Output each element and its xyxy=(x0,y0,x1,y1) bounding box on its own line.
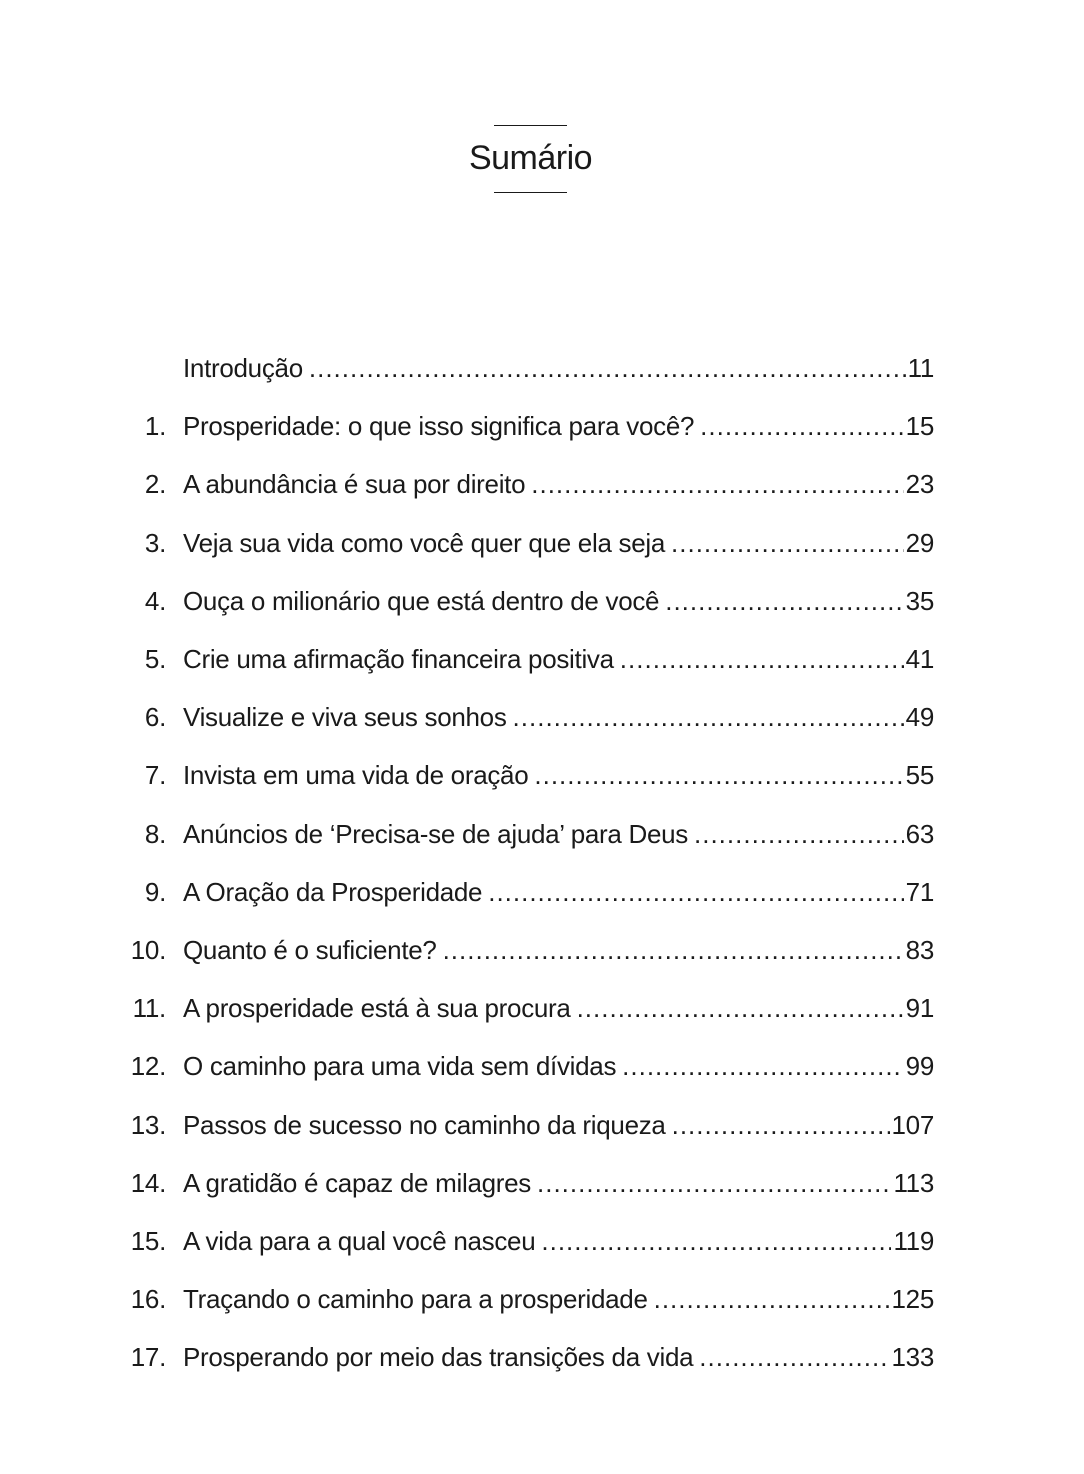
toc-dot-leader xyxy=(531,464,903,504)
toc-dot-leader xyxy=(577,988,904,1028)
toc-entry-line xyxy=(183,988,934,1028)
toc-entry xyxy=(0,348,1084,388)
toc-entry-number: 16. xyxy=(130,1284,166,1314)
toc-entry-title: O caminho para uma vida sem dívidas xyxy=(183,1051,617,1081)
toc-entry-line xyxy=(183,872,934,912)
toc-entry xyxy=(0,1046,1084,1086)
toc-entry-number: 2. xyxy=(144,469,166,499)
toc-entry-title: Invista em uma vida de oração xyxy=(183,760,529,790)
toc-dot-leader xyxy=(672,1105,890,1145)
toc-entry-number: 15. xyxy=(130,1226,166,1256)
toc-entry-number: 12. xyxy=(130,1051,166,1081)
title-rule-bottom xyxy=(494,192,567,193)
toc-entry-page: 11 xyxy=(907,353,934,383)
toc-entry-number: 17. xyxy=(130,1342,166,1372)
title-rule-top xyxy=(494,125,567,126)
toc-dot-leader xyxy=(620,639,904,679)
toc-entry-title: Ouça o milionário que está dentro de você xyxy=(183,586,660,616)
toc-dot-leader xyxy=(654,1279,890,1319)
toc-entry-title: A abundância é sua por direito xyxy=(183,469,526,499)
toc-entry-line xyxy=(183,1221,934,1261)
toc-dot-leader xyxy=(622,1046,904,1086)
toc-entry-number: 11. xyxy=(132,993,166,1023)
toc-entry-line xyxy=(183,464,934,504)
toc-entry-line xyxy=(183,1105,934,1145)
toc-entry-line xyxy=(183,697,934,737)
toc-entry-page: 107 xyxy=(891,1110,934,1140)
toc-entry-line xyxy=(183,1337,934,1377)
toc-entry-page: 15 xyxy=(905,411,934,441)
toc-entry-page: 71 xyxy=(905,877,934,907)
toc-entry-title: A gratidão é capaz de milagres xyxy=(183,1168,531,1198)
toc-entry-title: A prosperidade está à sua procura xyxy=(183,993,571,1023)
toc-entry-number: 14. xyxy=(130,1168,166,1198)
toc-entry xyxy=(0,1279,1084,1319)
toc-dot-leader xyxy=(671,523,904,563)
toc-entry-title: Prosperando por meio das transições da vida xyxy=(183,1342,694,1372)
toc-entry xyxy=(0,406,1084,446)
toc-entry xyxy=(0,523,1084,563)
toc-entry xyxy=(0,988,1084,1028)
toc-entry-line xyxy=(183,930,934,970)
toc-entry-line xyxy=(183,814,934,854)
toc-entry-page: 133 xyxy=(891,1342,934,1372)
toc-entry xyxy=(0,755,1084,795)
toc-entry-title: Introdução xyxy=(183,353,303,383)
toc-entry xyxy=(0,930,1084,970)
toc-entry-title: Traçando o caminho para a prosperidade xyxy=(183,1284,648,1314)
toc-entry-page: 23 xyxy=(905,469,934,499)
toc-entry-number: 9. xyxy=(144,877,166,907)
toc-entry-number: 8. xyxy=(144,819,166,849)
toc-entry-number: 10. xyxy=(130,935,166,965)
toc-entry-title: Crie uma afirmação financeira positiva xyxy=(183,644,614,674)
toc-entry-number: 6. xyxy=(144,702,166,732)
toc-entry-line xyxy=(183,1163,934,1203)
toc-entry xyxy=(0,464,1084,504)
toc-entry-title: Visualize e viva seus sonhos xyxy=(183,702,507,732)
toc-entry-page: 119 xyxy=(893,1226,934,1256)
toc-entry-number: 5. xyxy=(144,644,166,674)
toc-dot-leader xyxy=(700,406,904,446)
toc-dot-leader xyxy=(537,1163,891,1203)
toc-entry-line xyxy=(183,639,934,679)
toc-entry-title: A vida para a qual você nasceu xyxy=(183,1226,536,1256)
toc-dot-leader xyxy=(309,348,906,388)
toc-entry-page: 29 xyxy=(905,528,934,558)
toc-entry-line xyxy=(183,1279,934,1319)
page-title: Sumário xyxy=(468,139,593,177)
toc-entry-line xyxy=(183,755,934,795)
toc-entry-page: 83 xyxy=(905,935,934,965)
toc-dot-leader xyxy=(443,930,904,970)
toc-entry-title: Veja sua vida como você quer que ela seja xyxy=(183,528,666,558)
toc-entry-line xyxy=(183,406,934,446)
toc-entry xyxy=(0,1337,1084,1377)
toc-entry-line xyxy=(183,1046,934,1086)
toc-dot-leader xyxy=(534,755,903,795)
toc-entry-line xyxy=(183,523,934,563)
toc-entry-number: 7. xyxy=(144,760,166,790)
toc-entry xyxy=(0,872,1084,912)
toc-dot-leader xyxy=(694,814,904,854)
toc-entry-page: 55 xyxy=(905,760,934,790)
toc-entry-page: 41 xyxy=(905,644,934,674)
toc-dot-leader xyxy=(488,872,903,912)
toc-entry-page: 113 xyxy=(893,1168,934,1198)
toc-entry-title: Quanto é o suficiente? xyxy=(183,935,437,965)
toc-dot-leader xyxy=(699,1337,889,1377)
toc-entry-line xyxy=(183,348,934,388)
toc-entry-page: 35 xyxy=(905,586,934,616)
toc-entry-number: 3. xyxy=(144,528,166,558)
toc-dot-leader xyxy=(513,697,904,737)
toc-entry xyxy=(0,814,1084,854)
toc-entry-number: 13. xyxy=(130,1110,166,1140)
toc-entry-page: 91 xyxy=(905,993,934,1023)
toc-entry xyxy=(0,1221,1084,1261)
toc-entry-title: Passos de sucesso no caminho da riqueza xyxy=(183,1110,666,1140)
toc-entry xyxy=(0,1105,1084,1145)
toc-entry-page: 125 xyxy=(891,1284,934,1314)
toc-entry-title: Anúncios de ‘Precisa-se de ajuda’ para Deus xyxy=(183,819,688,849)
toc-entry xyxy=(0,581,1084,621)
toc-entry-number: 1. xyxy=(144,411,166,441)
toc-entry-page: 99 xyxy=(905,1051,934,1081)
toc-entry-page: 63 xyxy=(905,819,934,849)
toc-entry-number: 4. xyxy=(144,586,166,616)
toc-dot-leader xyxy=(541,1221,891,1261)
toc-entry xyxy=(0,639,1084,679)
toc-entry xyxy=(0,697,1084,737)
toc-entry-title: A Oração da Prosperidade xyxy=(183,877,483,907)
toc-entry-title: Prosperidade: o que isso significa para você? xyxy=(183,411,695,441)
toc-entry-page: 49 xyxy=(905,702,934,732)
toc-entry-line xyxy=(183,581,934,621)
toc-dot-leader xyxy=(665,581,903,621)
toc-entry xyxy=(0,1163,1084,1203)
